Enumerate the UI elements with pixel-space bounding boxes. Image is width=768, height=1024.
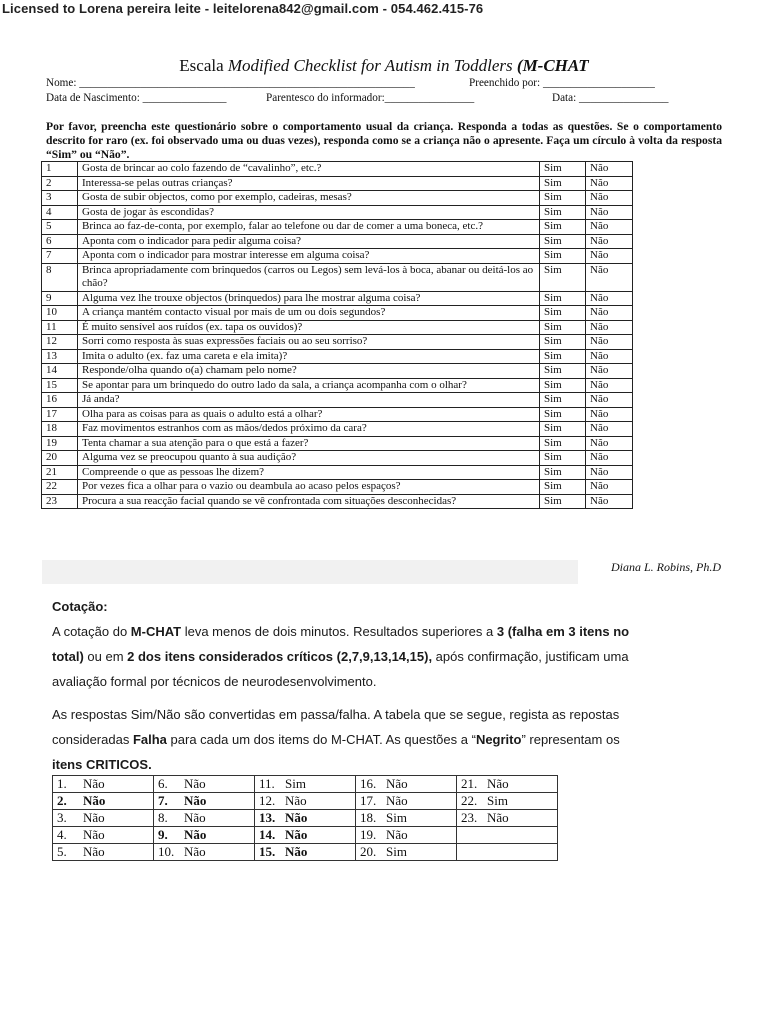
item-number: 16. — [360, 776, 377, 791]
item-number: 17. — [360, 793, 377, 808]
answer-no[interactable]: Não — [586, 191, 633, 206]
birth-date-field: Data de Nascimento: _______________ — [46, 92, 227, 104]
question-row — [42, 335, 633, 350]
informant-relation-field: Parentesco do informador:________________ — [266, 92, 475, 104]
question-row — [42, 220, 633, 235]
question-text: Tenta chamar a sua atenção para o que está a fazer? — [78, 436, 540, 451]
answer-yes[interactable]: Sim — [540, 407, 586, 422]
answer-yes[interactable]: Sim — [540, 320, 586, 335]
answer-yes[interactable]: Sim — [540, 465, 586, 480]
answer-yes[interactable]: Sim — [540, 306, 586, 321]
question-text: Interessa-se pelas outras crianças? — [78, 176, 540, 191]
text-run: As respostas Sim/Não são convertidas em passa/falha. A tabela que se segue, regista as repostas consideradas — [52, 707, 620, 747]
answer-cell — [53, 810, 154, 827]
bold-text: 3 (falha em 3 itens no total) — [52, 624, 630, 664]
item-number: 22. — [461, 793, 478, 808]
answer-no[interactable]: Não — [586, 407, 633, 422]
answer-row — [53, 776, 558, 793]
scoring-paragraph-1 — [52, 619, 632, 694]
question-row — [42, 191, 633, 206]
question-number: 2 — [42, 176, 78, 191]
question-row — [42, 378, 633, 393]
question-row — [42, 306, 633, 321]
fail-answer: Não — [184, 810, 206, 825]
question-text: Sorri como resposta às suas expressões faciais ou ao seu sorriso? — [78, 335, 540, 350]
answer-cell — [154, 793, 255, 810]
answer-cell — [255, 827, 356, 844]
question-number: 8 — [42, 263, 78, 291]
fail-answer: Não — [184, 776, 206, 791]
question-number: 9 — [42, 291, 78, 306]
answer-no[interactable]: Não — [586, 364, 633, 379]
item-number: 4. — [57, 827, 67, 842]
item-number: 13. — [259, 810, 276, 825]
answer-yes[interactable]: Sim — [540, 291, 586, 306]
answer-cell — [255, 810, 356, 827]
answer-cell — [457, 810, 558, 827]
questionnaire-table — [41, 161, 633, 509]
fail-answer: Não — [184, 827, 207, 842]
question-row — [42, 364, 633, 379]
question-row — [42, 234, 633, 249]
question-number: 13 — [42, 349, 78, 364]
scoring-heading: Cotação: — [52, 599, 108, 614]
question-number: 5 — [42, 220, 78, 235]
question-text: Faz movimentos estranhos com as mãos/dedos próximo da cara? — [78, 422, 540, 437]
question-text: Olha para as coisas para as quais o adulto está a olhar? — [78, 407, 540, 422]
item-number: 1. — [57, 776, 67, 791]
question-text: Brinca ao faz-de-conta, por exemplo, falar ao telefone ou dar de comer a uma boneca, etc.? — [78, 220, 540, 235]
question-row — [42, 393, 633, 408]
answer-no[interactable]: Não — [586, 335, 633, 350]
question-number: 14 — [42, 364, 78, 379]
item-number: 14. — [259, 827, 276, 842]
author-credit: Diana L. Robins, Ph.D — [610, 560, 721, 574]
question-text: Alguma vez se preocupou quanto à sua audição? — [78, 451, 540, 466]
fail-answer: Não — [285, 844, 308, 859]
question-text: A criança mantém contacto visual por mais de um ou dois segundos? — [78, 306, 540, 321]
answer-cell — [356, 844, 457, 861]
answer-yes[interactable]: Sim — [540, 191, 586, 206]
question-text: Compreende o que as pessoas lhe dizem? — [78, 465, 540, 480]
answer-cell — [154, 827, 255, 844]
fail-answer: Não — [83, 827, 105, 842]
question-number: 15 — [42, 378, 78, 393]
license-watermark: Licensed to Lorena pereira leite - leitelorena842@gmail.com - 054.462.415-76 — [2, 1, 484, 16]
answer-yes[interactable]: Sim — [540, 436, 586, 451]
question-text: É muito sensível aos ruídos (ex. tapa os ouvidos)? — [78, 320, 540, 335]
answer-cell — [154, 844, 255, 861]
question-number: 19 — [42, 436, 78, 451]
answer-no[interactable]: Não — [586, 306, 633, 321]
answer-yes[interactable]: Sim — [540, 494, 586, 509]
answer-cell — [457, 844, 558, 861]
answer-yes[interactable]: Sim — [540, 249, 586, 264]
item-number: 12. — [259, 793, 276, 808]
answer-cell — [356, 793, 457, 810]
answer-yes[interactable]: Sim — [540, 480, 586, 495]
answer-yes[interactable]: Sim — [540, 220, 586, 235]
item-number: 2. — [57, 793, 67, 808]
question-text: Gosta de brincar ao colo fazendo de “cavalinho”, etc.? — [78, 162, 540, 177]
answer-yes[interactable]: Sim — [540, 451, 586, 466]
answer-no[interactable]: Não — [586, 393, 633, 408]
question-number: 23 — [42, 494, 78, 509]
fail-answer: Não — [386, 827, 408, 842]
item-number: 10. — [158, 844, 175, 859]
item-number: 21. — [461, 776, 478, 791]
bold-text: Negrito — [475, 732, 522, 747]
question-number: 10 — [42, 306, 78, 321]
fail-answer: Sim — [285, 776, 306, 791]
question-row — [42, 205, 633, 220]
fail-answer: Sim — [487, 793, 508, 808]
question-number: 16 — [42, 393, 78, 408]
answer-no[interactable]: Não — [586, 480, 633, 495]
question-row — [42, 291, 633, 306]
instructions: Por favor, preencha este questionário sobre o comportamento usual da criança. Responda a todas as questões. Se o comportamento descrito for raro (ex. foi observado uma ou duas vezes), responda como se a criança não o apresente. Faça um círculo à volta da resposta “Sim” ou “Não”. — [46, 120, 722, 161]
question-text: Por vezes fica a olhar para o vazio ou deambula ao acaso pelos espaços? — [78, 480, 540, 495]
answer-no[interactable]: Não — [586, 176, 633, 191]
answer-cell — [356, 827, 457, 844]
fail-answer: Não — [285, 793, 307, 808]
answer-no[interactable]: Não — [586, 220, 633, 235]
question-text: Alguma vez lhe trouxe objectos (brinquedos) para lhe mostrar alguma coisa? — [78, 291, 540, 306]
scan-shadow — [42, 560, 578, 584]
item-number: 23. — [461, 810, 478, 825]
answer-row — [53, 793, 558, 810]
item-number: 6. — [158, 776, 168, 791]
fail-answer: Não — [83, 844, 105, 859]
question-number: 3 — [42, 191, 78, 206]
question-row — [42, 407, 633, 422]
answer-no[interactable]: Não — [586, 378, 633, 393]
scoring-section — [52, 594, 632, 777]
question-row — [42, 176, 633, 191]
answer-row — [53, 844, 558, 861]
item-number: 18. — [360, 810, 377, 825]
question-number: 12 — [42, 335, 78, 350]
question-text: Já anda? — [78, 393, 540, 408]
answer-cell — [53, 776, 154, 793]
question-number: 1 — [42, 162, 78, 177]
fail-answer: Não — [487, 776, 509, 791]
question-text: Aponta com o indicador para mostrar interesse em alguma coisa? — [78, 249, 540, 264]
answer-cell — [255, 776, 356, 793]
answer-no[interactable]: Não — [586, 494, 633, 509]
answer-no[interactable]: Não — [586, 320, 633, 335]
answer-cell — [457, 776, 558, 793]
fail-answer: Não — [83, 776, 105, 791]
answer-no[interactable]: Não — [586, 436, 633, 451]
title-italic: Modified Checklist for Autism in Toddlers — [227, 56, 513, 75]
answer-row — [53, 827, 558, 844]
question-text: Imita o adulto (ex. faz uma careta e ela imita)? — [78, 349, 540, 364]
question-number: 22 — [42, 480, 78, 495]
question-number: 18 — [42, 422, 78, 437]
answer-cell — [356, 810, 457, 827]
title-bold: (M-CHAT — [512, 56, 589, 75]
question-text: Gosta de jogar às escondidas? — [78, 205, 540, 220]
filled-by-field: Preenchido por: ____________________ — [469, 77, 655, 89]
question-text: Responde/olha quando o(a) chamam pelo nome? — [78, 364, 540, 379]
question-row — [42, 451, 633, 466]
item-number: 11. — [259, 776, 275, 791]
answer-cell — [154, 810, 255, 827]
answer-yes[interactable]: Sim — [540, 422, 586, 437]
answer-no[interactable]: Não — [586, 205, 633, 220]
question-row — [42, 436, 633, 451]
answer-no[interactable]: Não — [586, 291, 633, 306]
question-number: 20 — [42, 451, 78, 466]
text-run: ” representam os — [521, 732, 620, 747]
answer-no[interactable]: Não — [586, 451, 633, 466]
fail-answers-table — [52, 775, 558, 861]
item-number: 3. — [57, 810, 67, 825]
answer-no[interactable]: Não — [586, 249, 633, 264]
answer-yes[interactable]: Sim — [540, 364, 586, 379]
bold-text: itens CRITICOS. — [52, 757, 152, 772]
answer-yes[interactable]: Sim — [540, 234, 586, 249]
title-prefix: Escala — [179, 56, 228, 75]
scoring-paragraph-2 — [52, 702, 632, 777]
item-number: 15. — [259, 844, 276, 859]
text-run: após confirmação, justificam uma avaliação formal por técnicos de neurodesenvolvimento. — [52, 649, 629, 689]
fail-answer: Não — [83, 810, 105, 825]
answer-cell — [53, 793, 154, 810]
text-run: para cada um dos items do M-CHAT. As questões a “ — [166, 732, 476, 747]
question-text: Brinca apropriadamente com brinquedos (carros ou Legos) sem levá-los à boca, abanar ou deitá-los ao chão? — [78, 263, 540, 291]
page-title — [0, 56, 768, 76]
answer-cell — [255, 844, 356, 861]
answer-yes[interactable]: Sim — [540, 162, 586, 177]
question-row — [42, 465, 633, 480]
item-number: 9. — [158, 827, 168, 842]
question-row — [42, 494, 633, 509]
fail-answer: Não — [386, 793, 408, 808]
fail-answer: Sim — [386, 810, 407, 825]
answer-yes[interactable]: Sim — [540, 176, 586, 191]
text-run: ou em — [83, 649, 128, 664]
answer-yes[interactable]: Sim — [540, 378, 586, 393]
fail-answer: Sim — [386, 844, 407, 859]
bold-text: 2 dos itens considerados críticos (2,7,9,13,14,15), — [127, 649, 433, 664]
date-field: Data: ________________ — [552, 92, 669, 104]
answer-no[interactable]: Não — [586, 263, 633, 291]
fail-answer: Não — [285, 827, 308, 842]
answer-cell — [457, 793, 558, 810]
text-run: leva menos de dois minutos. Resultados superiores a — [181, 624, 497, 639]
bold-text: Falha — [132, 732, 167, 747]
answer-no[interactable]: Não — [586, 465, 633, 480]
question-number: 17 — [42, 407, 78, 422]
answer-cell — [255, 793, 356, 810]
question-number: 7 — [42, 249, 78, 264]
question-row — [42, 320, 633, 335]
question-number: 4 — [42, 205, 78, 220]
answer-yes[interactable]: Sim — [540, 205, 586, 220]
item-number: 8. — [158, 810, 168, 825]
answer-row — [53, 810, 558, 827]
answer-cell — [356, 776, 457, 793]
question-row — [42, 349, 633, 364]
answer-no[interactable]: Não — [586, 422, 633, 437]
question-text: Gosta de subir objectos, como por exemplo, cadeiras, mesas? — [78, 191, 540, 206]
answer-yes[interactable]: Sim — [540, 393, 586, 408]
bold-text: M-CHAT — [130, 624, 182, 639]
fail-answer: Não — [487, 810, 509, 825]
item-number: 5. — [57, 844, 67, 859]
answer-no[interactable]: Não — [586, 162, 633, 177]
fail-answer: Não — [184, 793, 207, 808]
item-number: 7. — [158, 793, 168, 808]
question-row — [42, 422, 633, 437]
answer-yes[interactable]: Sim — [540, 335, 586, 350]
question-number: 21 — [42, 465, 78, 480]
question-text: Se apontar para um brinquedo do outro lado da sala, a criança acompanha com o olhar? — [78, 378, 540, 393]
answer-yes[interactable]: Sim — [540, 263, 586, 291]
answer-cell — [154, 776, 255, 793]
fail-answer: Não — [386, 776, 408, 791]
name-field: Nome: ____________________________________________________________ — [46, 77, 415, 89]
item-number: 20. — [360, 844, 377, 859]
answer-cell — [457, 827, 558, 844]
answer-yes[interactable]: Sim — [540, 349, 586, 364]
question-row — [42, 480, 633, 495]
question-row — [42, 263, 633, 291]
answer-no[interactable]: Não — [586, 234, 633, 249]
question-number: 11 — [42, 320, 78, 335]
question-text: Aponta com o indicador para pedir alguma coisa? — [78, 234, 540, 249]
answer-cell — [53, 844, 154, 861]
fail-answer: Não — [184, 844, 206, 859]
item-number: 19. — [360, 827, 377, 842]
question-number: 6 — [42, 234, 78, 249]
answer-cell — [53, 827, 154, 844]
text-run: A cotação do — [52, 624, 131, 639]
fail-answer: Não — [285, 810, 308, 825]
question-row — [42, 249, 633, 264]
fail-answer: Não — [83, 793, 106, 808]
question-text: Procura a sua reacção facial quando se vê confrontada com situações desconhecidas? — [78, 494, 540, 509]
answer-no[interactable]: Não — [586, 349, 633, 364]
question-row — [42, 162, 633, 177]
